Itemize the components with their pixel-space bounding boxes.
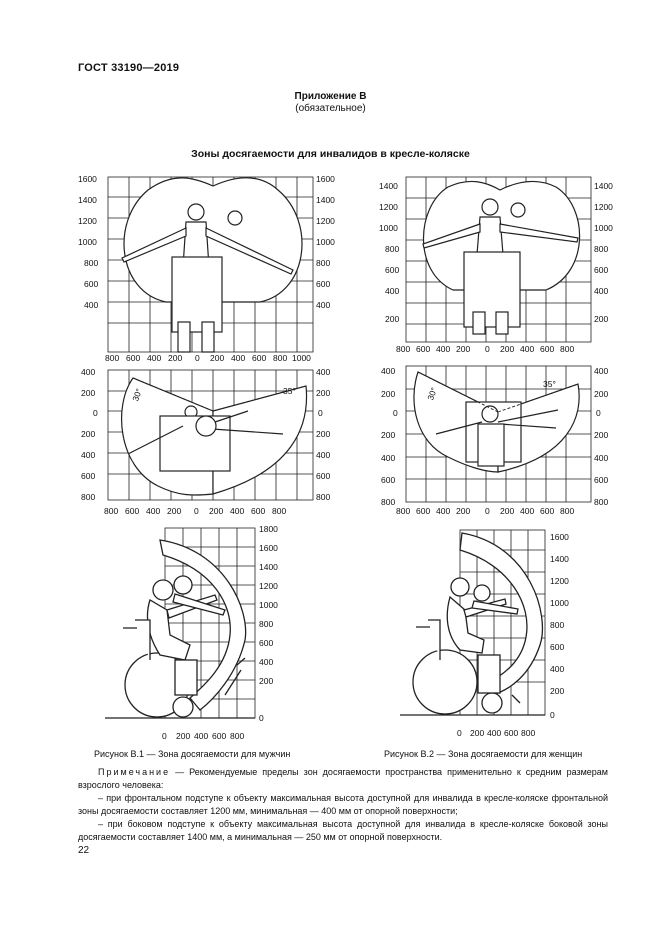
tick: 0 bbox=[259, 713, 264, 723]
tick: 800 bbox=[273, 353, 288, 362]
tick: 800 bbox=[259, 619, 274, 629]
tick: 200 bbox=[381, 430, 396, 440]
men-front-reach-figure bbox=[78, 172, 343, 362]
tick: 0 bbox=[550, 710, 555, 720]
tick: 600 bbox=[212, 731, 227, 741]
tick: 600 bbox=[316, 471, 331, 481]
tick: 600 bbox=[540, 506, 555, 516]
appendix-title: Приложение В bbox=[294, 91, 367, 102]
tick: 400 bbox=[381, 366, 396, 376]
tick: 200 bbox=[316, 388, 331, 398]
tick: 0 bbox=[195, 353, 200, 362]
women-side-reach-figure bbox=[400, 525, 590, 747]
tick: 1200 bbox=[550, 576, 569, 586]
tick: 200 bbox=[316, 429, 331, 439]
tick: 600 bbox=[594, 265, 609, 275]
tick: 400 bbox=[230, 506, 245, 516]
angle-label: 35° bbox=[543, 379, 556, 389]
tick: 200 bbox=[259, 676, 274, 686]
tick: 1200 bbox=[259, 581, 278, 591]
tick: 800 bbox=[381, 497, 396, 507]
tick: 600 bbox=[125, 506, 140, 516]
tick: 800 bbox=[550, 620, 565, 630]
tick: 600 bbox=[126, 353, 141, 362]
tick: 0 bbox=[596, 408, 601, 418]
tick: 1400 bbox=[379, 181, 398, 191]
tick: 1000 bbox=[78, 237, 97, 247]
tick: 200 bbox=[594, 430, 609, 440]
figure-caption-b2: Рисунок В.2 — Зона досягаемости для женщин bbox=[384, 749, 583, 759]
tick: 600 bbox=[252, 353, 267, 362]
tick: 400 bbox=[520, 344, 535, 354]
tick: 800 bbox=[316, 258, 331, 268]
tick: 400 bbox=[550, 664, 565, 674]
tick: 600 bbox=[416, 506, 431, 516]
tick: 400 bbox=[436, 506, 451, 516]
tick: 1000 bbox=[292, 353, 311, 362]
tick: 200 bbox=[168, 353, 183, 362]
tick: 400 bbox=[487, 728, 502, 738]
tick: 200 bbox=[176, 731, 191, 741]
tick: 800 bbox=[105, 353, 120, 362]
tick: 200 bbox=[81, 429, 96, 439]
note-item-2: – при боковом подступе к объекту максимальная высота доступной для инвалида в кресле-коляске боковой зоны досягаемости составляет 1400 мм, а минимальная — 250 мм от опорной поверхности. bbox=[78, 819, 608, 842]
tick: 400 bbox=[231, 353, 246, 362]
tick: 800 bbox=[316, 492, 331, 502]
tick: 1200 bbox=[78, 216, 97, 226]
appendix-status: (обязательное) bbox=[295, 103, 366, 114]
tick: 600 bbox=[540, 344, 555, 354]
tick: 400 bbox=[147, 353, 162, 362]
tick: 800 bbox=[84, 258, 99, 268]
page-number: 22 bbox=[78, 845, 90, 856]
tick: 1600 bbox=[550, 532, 569, 542]
tick: 400 bbox=[146, 506, 161, 516]
tick: 800 bbox=[230, 731, 245, 741]
angle-label: 30° bbox=[130, 387, 145, 403]
tick: 0 bbox=[162, 731, 167, 741]
tick: 800 bbox=[272, 506, 287, 516]
tick: 400 bbox=[81, 450, 96, 460]
tick: 600 bbox=[81, 471, 96, 481]
tick: 0 bbox=[93, 408, 98, 418]
tick: 200 bbox=[209, 506, 224, 516]
tick: 200 bbox=[594, 389, 609, 399]
tick: 600 bbox=[550, 642, 565, 652]
tick: 800 bbox=[385, 244, 400, 254]
tick: 1000 bbox=[316, 237, 335, 247]
tick: 400 bbox=[84, 300, 99, 310]
tick: 200 bbox=[594, 314, 609, 324]
tick: 800 bbox=[560, 344, 575, 354]
tick: 1200 bbox=[316, 216, 335, 226]
tick: 600 bbox=[84, 279, 99, 289]
tick: 0 bbox=[194, 506, 199, 516]
tick: 600 bbox=[316, 279, 331, 289]
angle-label: 35° bbox=[283, 386, 296, 396]
tick: 1400 bbox=[316, 195, 335, 205]
tick: 600 bbox=[385, 265, 400, 275]
tick: 1000 bbox=[379, 223, 398, 233]
tick: 600 bbox=[594, 475, 609, 485]
tick: 1600 bbox=[316, 174, 335, 184]
tick: 400 bbox=[81, 367, 96, 377]
tick: 800 bbox=[81, 492, 96, 502]
tick: 400 bbox=[594, 453, 609, 463]
tick: 800 bbox=[594, 497, 609, 507]
tick: 200 bbox=[385, 314, 400, 324]
note-lead: — Рекомендуемые пределы зон досягаемости пространства применительно к средним размерам взрослого человека: bbox=[78, 767, 608, 790]
tick: 600 bbox=[504, 728, 519, 738]
tick: 200 bbox=[381, 389, 396, 399]
tick: 0 bbox=[457, 728, 462, 738]
tick: 200 bbox=[470, 728, 485, 738]
tick: 200 bbox=[456, 344, 471, 354]
note-paragraph bbox=[78, 766, 608, 792]
figure-caption-b1: Рисунок В.1 — Зона досягаемости для мужчин bbox=[94, 749, 291, 759]
tick: 200 bbox=[210, 353, 225, 362]
tick: 400 bbox=[520, 506, 535, 516]
tick: 1200 bbox=[379, 202, 398, 212]
tick: 400 bbox=[259, 657, 274, 667]
tick: 1600 bbox=[78, 174, 97, 184]
women-top-reach-figure bbox=[378, 362, 618, 517]
men-top-reach-figure bbox=[78, 366, 343, 518]
tick: 600 bbox=[259, 638, 274, 648]
tick: 400 bbox=[381, 453, 396, 463]
women-front-reach-figure bbox=[378, 172, 618, 357]
tick: 800 bbox=[560, 506, 575, 516]
standard-number: ГОСТ 33190—2019 bbox=[78, 62, 180, 74]
tick: 800 bbox=[396, 506, 411, 516]
tick: 800 bbox=[104, 506, 119, 516]
tick: 600 bbox=[416, 344, 431, 354]
tick: 1200 bbox=[594, 202, 613, 212]
tick: 200 bbox=[500, 506, 515, 516]
tick: 400 bbox=[316, 367, 331, 377]
tick: 0 bbox=[318, 408, 323, 418]
tick: 800 bbox=[521, 728, 536, 738]
tick: 1400 bbox=[78, 195, 97, 205]
tick: 1400 bbox=[259, 562, 278, 572]
tick: 400 bbox=[316, 450, 331, 460]
tick: 0 bbox=[485, 506, 490, 516]
note-label: Примечание bbox=[98, 767, 171, 777]
angle-label: 30° bbox=[425, 386, 440, 402]
tick: 1800 bbox=[259, 524, 278, 534]
tick: 1600 bbox=[259, 543, 278, 553]
tick: 200 bbox=[81, 388, 96, 398]
tick: 600 bbox=[381, 475, 396, 485]
tick: 400 bbox=[194, 731, 209, 741]
tick: 800 bbox=[396, 344, 411, 354]
tick: 200 bbox=[500, 344, 515, 354]
tick: 0 bbox=[485, 344, 490, 354]
tick: 1400 bbox=[550, 554, 569, 564]
men-side-reach-figure bbox=[105, 520, 280, 745]
tick: 200 bbox=[167, 506, 182, 516]
tick: 600 bbox=[251, 506, 266, 516]
section-title: Зоны досягаемости для инвалидов в кресле-коляске bbox=[191, 148, 470, 160]
tick: 0 bbox=[393, 408, 398, 418]
tick: 400 bbox=[316, 300, 331, 310]
tick: 800 bbox=[594, 244, 609, 254]
tick: 400 bbox=[594, 366, 609, 376]
tick: 400 bbox=[385, 286, 400, 296]
note-item-1: – при фронтальном подступе к объекту максимальная высота доступной для инвалида в кресле-коляске фронтальной зоны досягаемости составляет 1200 мм, минимальная — 400 мм от опорной поверхности; bbox=[78, 793, 608, 816]
tick: 1000 bbox=[594, 223, 613, 233]
tick: 400 bbox=[436, 344, 451, 354]
tick: 200 bbox=[550, 686, 565, 696]
tick: 200 bbox=[456, 506, 471, 516]
tick: 1000 bbox=[550, 598, 569, 608]
tick: 400 bbox=[594, 286, 609, 296]
tick: 1400 bbox=[594, 181, 613, 191]
tick: 1000 bbox=[259, 600, 278, 610]
